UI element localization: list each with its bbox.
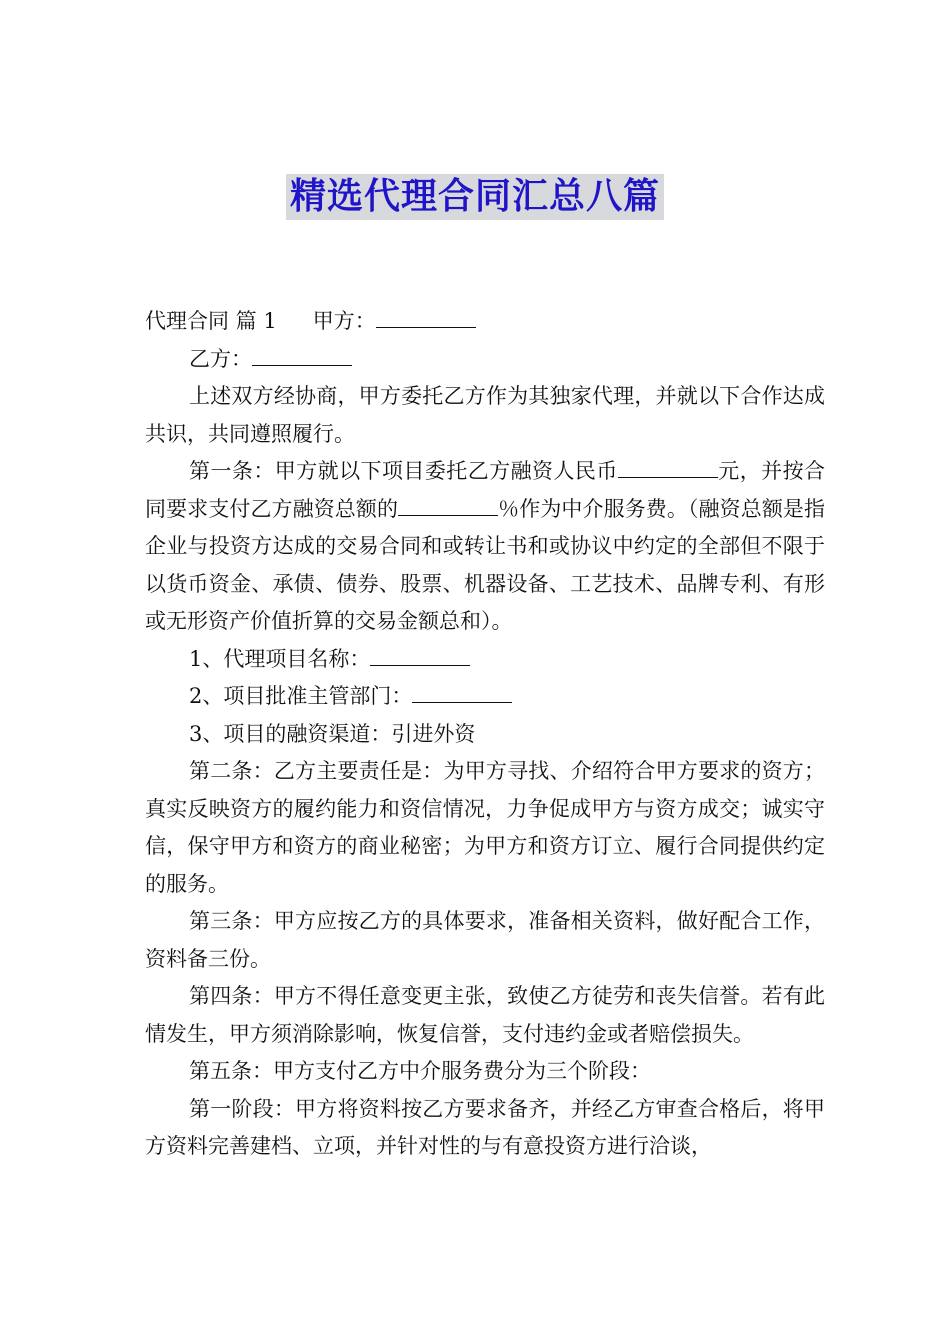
financing-channel-line: 3、项目的融资渠道：引进外资 (189, 721, 476, 746)
project-name-label: 1、代理项目名称： (189, 646, 371, 671)
party-a-label: 甲方： (312, 309, 376, 333)
document-title: 精选代理合同汇总八篇 (286, 174, 664, 220)
intro-paragraph: 上述双方经协商，甲方委托乙方作为其独家代理，并就以下合作达成共识，共同遵照履行。 (145, 384, 825, 446)
stage-1-paragraph: 第一阶段：甲方将资料按乙方要求备齐，并经乙方审查合格后，将甲方资料完善建档、立项，并针对性的与有意投资方进行洽谈， (145, 1096, 825, 1158)
article-1-part-c: ％作为中介服务费。（融资总额是指企业与投资方达成的交易合同和或转让书和或协议中约定的全部但不限于以货币资金、承债、债券、股票、机器设备、工艺技术、品牌专利、有形或无形资产价值折算的交易金额总和）。 (145, 496, 826, 633)
project-name-blank (370, 645, 470, 666)
party-b-line (145, 341, 825, 379)
percent-blank (398, 495, 498, 516)
contract-heading-line (145, 303, 825, 341)
title-container (0, 174, 950, 220)
article-4-paragraph: 第四条：甲方不得任意变更主张，致使乙方徒劳和丧失信誉。若有此情发生，甲方须消除影响，恢复信誉，支付违约金或者赔偿损失。 (145, 984, 825, 1046)
party-b-label: 乙方： (189, 346, 252, 371)
article-1-part-a: 第一条：甲方就以下项目委托乙方融资人民币 (189, 459, 618, 483)
project-name-line (145, 641, 825, 679)
article-2-paragraph: 第二条：乙方主要责任是：为甲方寻找、介绍符合甲方要求的资方；真实反映资方的履约能力和资信情况，力争促成甲方与资方成交；诚实守信，保守甲方和资方的商业秘密；为甲方和资方订立、履行合同提供约定的服务。 (145, 759, 825, 896)
article-1-paragraph (145, 453, 825, 641)
party-a-blank (376, 307, 476, 328)
article-5-paragraph: 第五条：甲方支付乙方中介服务费分为三个阶段： (189, 1059, 651, 1083)
document-body (145, 303, 825, 1166)
contract-section-label: 代理合同 篇 1 (145, 309, 277, 333)
party-b-blank (252, 345, 352, 366)
article-3-paragraph: 第三条：甲方应按乙方的具体要求，准备相关资料，做好配合工作，资料备三份。 (145, 909, 825, 971)
approval-dept-blank (412, 682, 512, 703)
amount-blank (618, 457, 718, 478)
approval-dept-line (145, 678, 825, 716)
approval-dept-label: 2、项目批准主管部门： (189, 684, 413, 708)
article-1-part-b: 元，并按合同要求支付乙方融资总额的 (145, 459, 826, 521)
